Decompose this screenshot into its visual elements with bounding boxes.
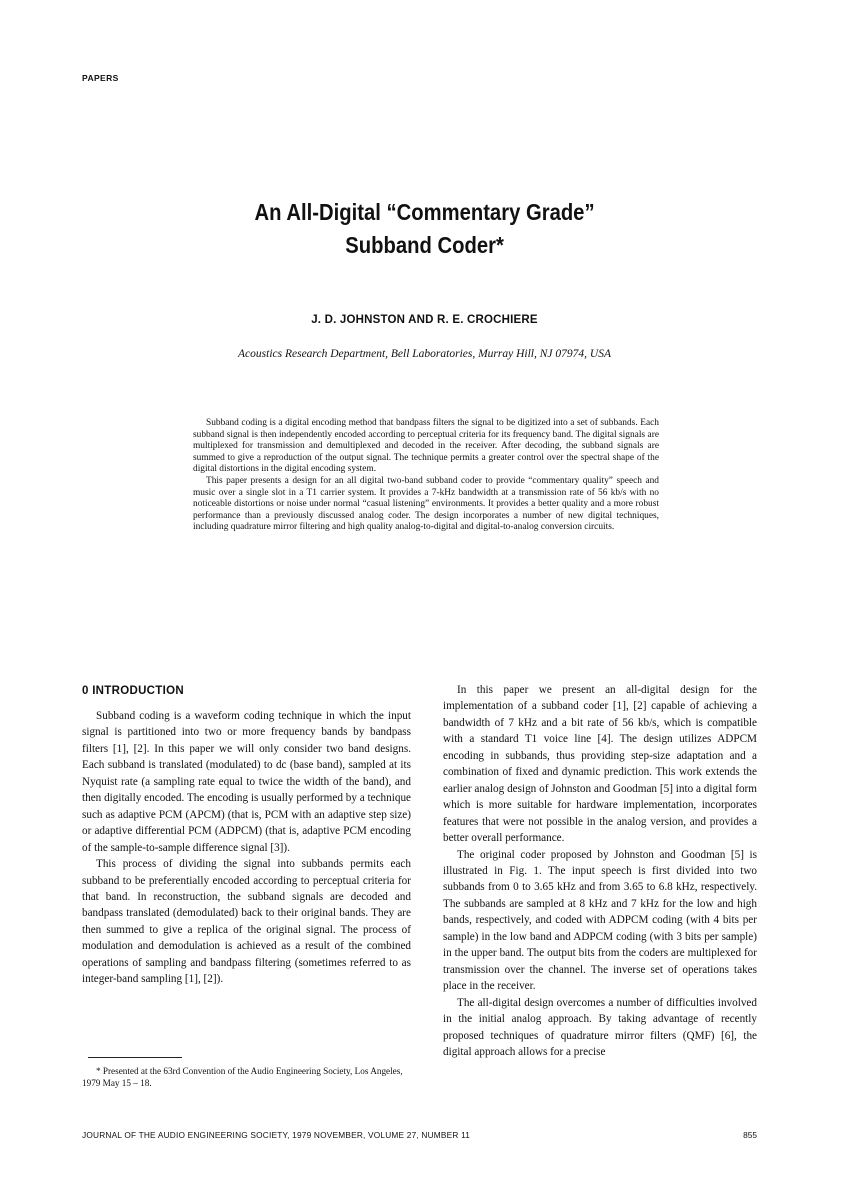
body-paragraph: In this paper we present an all-digital design for the implementation of a subband coder [1], [2] capable of achieving a bandwidth of 7 kHz and a bit rate of 56 kb/s, which is compatible with a standard T1 voice line [4]. The design utilizes ADPCM encoding in subbands, thus providing step-size adaptation and a combination of fixed and dynamic prediction. This work extends the earlier analog design of Johnston and Goodman [5] into a digital form which is more suitable for hardware implementation, incorporates features that were not possible in the analog version, and provides a better overall performance.	[443, 684, 757, 845]
section-heading-introduction: 0 INTRODUCTION	[82, 685, 184, 697]
page-number: 855	[743, 1130, 757, 1140]
footnote	[82, 1066, 411, 1089]
right-column	[443, 682, 757, 1060]
body-paragraph: The original coder proposed by Johnston and Goodman [5] is illustrated in Fig. 1. The input speech is first divided into two subbands from 0 to 3.65 kHz and from 3.65 to 6.8 kHz, respectively. The subbands are sampled at 8 kHz and 7 kHz for the low and high bands, respectively, and coded with ADPCM coding (with 4 bits per sample) in the low band and ADPCM coding (with 3 bits per sample) in the upper band. The output bits from the coders are multiplexed for transmission over the channel. The inverse set of operations takes place in the receiver.	[443, 848, 757, 993]
left-column	[82, 708, 411, 988]
abstract-paragraph-1: Subband coding is a digital encoding method that bandpass filters the signal to be digitized into a set of subbands. Each subband signal is then independently encoded according to perceptual criteria for its frequency band. The digital signals are multiplexed for transmission and demultiplexed and decoded in the receiver. After decoding, the subband signals are summed to give a reproduction of the output signal. The technique permits a greater control over the spectral shape of the digital distortions in the digital encoding system.	[193, 418, 659, 475]
footnote-divider	[88, 1057, 182, 1058]
body-paragraph: This process of dividing the signal into subbands permits each subband to be preferentially encoded according to perceptual criteria for that band. In reconstruction, the subband signals are decoded and bandpass translated (demodulated) back to their original bands. They are then summed to give a replica of the original signal. The process of modulation and demodulation is achieved as a result of the combined operations of sampling and bandpass filtering (sometimes referred to as integer-band sampling [1], [2]).	[82, 858, 411, 986]
abstract-paragraph-2: This paper presents a design for an all digital two-band subband coder to provide “commentary quality” speech and music over a single slot in a T1 carrier system. It provides a 7-kHz bandwidth at a transmission rate of 56 kb/s with no noticeable distortions or noise under normal “casual listening” environments. It provides a better quality and a more robust performance than a previously discussed analog coder. The design incorporates a number of new digital techniques, including quadrature mirror filtering and high quality analog-to-digital and digital-to-analog conversion circuits.	[193, 475, 659, 533]
footnote-text: * Presented at the 63rd Convention of the Audio Engineering Society, Los Angeles, 1979 May 15 – 18.	[82, 1066, 403, 1088]
body-paragraph: The all-digital design overcomes a number of difficulties involved in the initial analog approach. By taking advantage of recently proposed techniques of quadrature mirror filters (QMF) [6], the digital approach allows for a precise	[443, 996, 757, 1058]
paper-title-line-2: Subband Coder*	[345, 232, 504, 258]
abstract	[193, 418, 659, 534]
author-affiliation: Acoustics Research Department, Bell Laboratories, Murray Hill, NJ 07974, USA	[238, 348, 611, 360]
paper-title	[51, 196, 798, 262]
footer-journal-citation: JOURNAL OF THE AUDIO ENGINEERING SOCIETY, 1979 NOVEMBER, VOLUME 27, NUMBER 11	[82, 1130, 471, 1140]
author-list: J. D. JOHNSTON AND R. E. CROCHIERE	[311, 314, 538, 326]
paper-title-line-1: An All-Digital “Commentary Grade”	[254, 199, 595, 225]
body-paragraph: Subband coding is a waveform coding technique in which the input signal is partitioned into two or more frequency bands by bandpass filters [1], [2]. In this paper we will only consider two band designs. Each subband is translated (modulated) to dc (base band), sampled at its Nyquist rate (a sampling rate equal to twice the width of the band), and then digitally encoded. The encoding is usually performed by a technique such as adaptive PCM (APCM) (that is, PCM with an adaptive step size) or adaptive differential PCM (ADPCM) (that is, adaptive PCM encoding of the sample-to-sample difference signal [3]).	[82, 710, 411, 854]
section-label: PAPERS	[82, 73, 119, 83]
